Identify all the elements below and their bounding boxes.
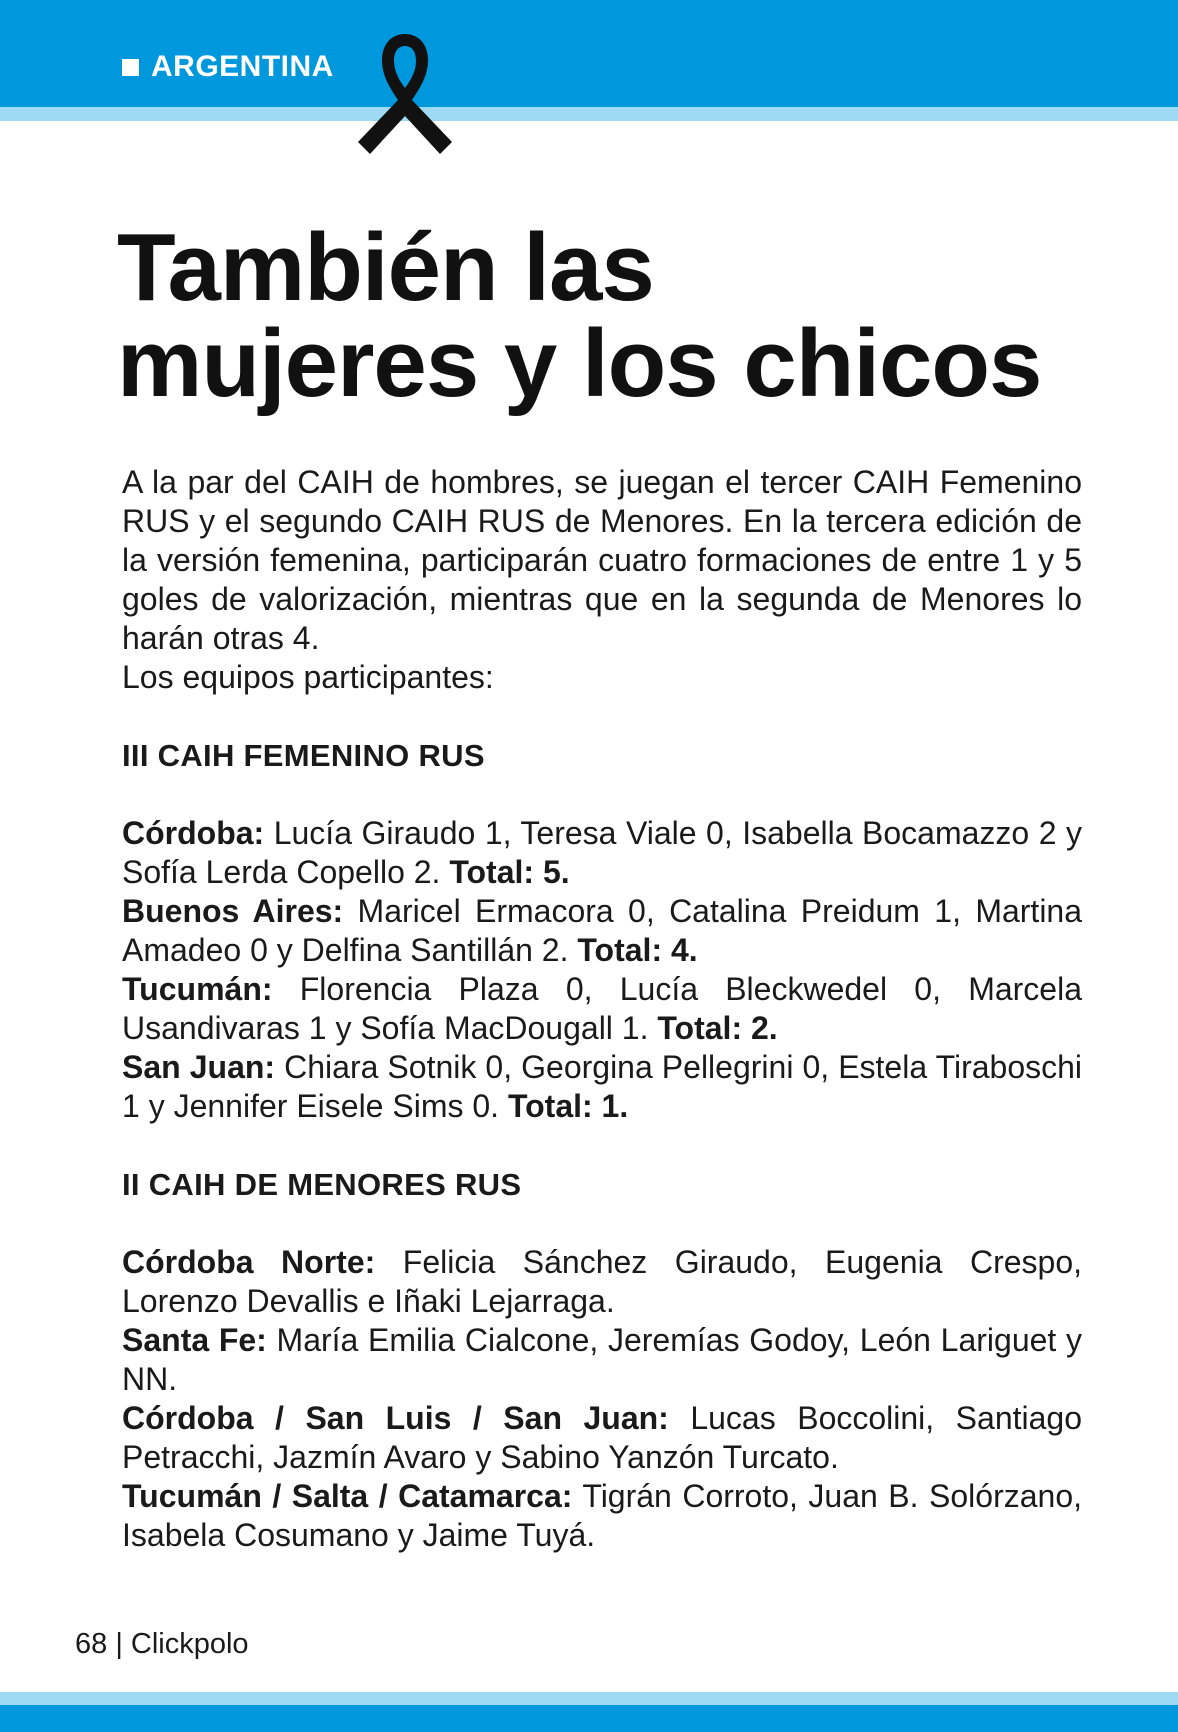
team-players: Felicia Sánchez Giraudo, Eugenia Crespo, Lorenzo Devallis e Iñaki Lejarraga. [122, 1244, 1083, 1319]
team-name: Santa Fe: [122, 1322, 267, 1358]
team-players: Chiara Sotnik 0, Georgina Pellegrini 0, Estela Tiraboschi 1 y Jennifer Eisele Sims 0. [122, 1049, 1083, 1124]
team-total: Total: 5. [449, 854, 570, 890]
team-players: Lucas Boccolini, Santiago Petracchi, Jazmín Avaro y Sabino Yanzón Turcato. [122, 1400, 1082, 1475]
team-entry [122, 1243, 1082, 1321]
team-total: Total: 1. [507, 1088, 629, 1124]
team-entry [122, 1399, 1082, 1477]
section-label: ARGENTINA [151, 50, 334, 83]
team-players: Lucía Giraudo 1, Teresa Viale 0, Isabella Bocamazzo 2 y Sofía Lerda Copello 2. [122, 815, 1083, 890]
team-name: San Juan: [122, 1049, 276, 1085]
page-footer: 68 | Clickpolo [75, 1628, 249, 1660]
team-total: Total: 2. [657, 1010, 778, 1046]
header-stripe [0, 107, 1178, 121]
teams-intro: Los equipos participantes: [122, 659, 494, 695]
footer-stripe [0, 1692, 1178, 1705]
team-entry [122, 1048, 1082, 1126]
team-total: Total: 4. [577, 932, 698, 968]
team-name: Tucumán: [122, 971, 273, 1007]
section-tag [122, 50, 334, 84]
mourning-ribbon-icon [340, 26, 470, 164]
title-line-2: mujeres y los chicos [117, 310, 1042, 417]
team-name: Córdoba Norte: [122, 1244, 376, 1280]
team-entry [122, 1477, 1082, 1555]
team-players: María Emilia Cialcone, Jeremías Godoy, León Lariguet y NN. [122, 1322, 1083, 1397]
article-title [117, 214, 1107, 417]
team-name: Córdoba: [122, 815, 265, 851]
team-entry [122, 814, 1082, 892]
team-entry [122, 1321, 1082, 1399]
article-body [122, 463, 1082, 1555]
femenino-heading: III CAIH FEMENINO RUS [122, 738, 485, 773]
team-name: Buenos Aires: [122, 893, 344, 929]
team-name: Córdoba / San Luis / San Juan: [122, 1400, 669, 1436]
team-entry [122, 970, 1082, 1048]
team-name: Tucumán / Salta / Catamarca: [122, 1478, 573, 1514]
title-line-1: También las [117, 214, 654, 321]
team-entry [122, 892, 1082, 970]
team-players: Maricel Ermacora 0, Catalina Preidum 1, Martina Amadeo 0 y Delfina Santillán 2. [122, 893, 1083, 968]
square-bullet-icon [122, 59, 139, 76]
footer-bar [0, 1705, 1178, 1732]
menores-heading: II CAIH DE MENORES RUS [122, 1167, 522, 1202]
team-players: Florencia Plaza 0, Lucía Bleckwedel 0, Marcela Usandivaras 1 y Sofía MacDougall 1. [122, 971, 1083, 1046]
team-players: Tigrán Corroto, Juan B. Solórzano, Isabela Cosumano y Jaime Tuyá. [122, 1478, 1083, 1553]
intro-paragraph: A la par del CAIH de hombres, se juegan el tercer CAIH Femenino RUS y el segundo CAIH RUS de Menores. En la tercera edición de la versión femenina, participarán cuatro formaciones de entre 1 y 5 goles de valorización, mientras que en la segunda de Menores lo harán otras 4. [122, 464, 1082, 656]
